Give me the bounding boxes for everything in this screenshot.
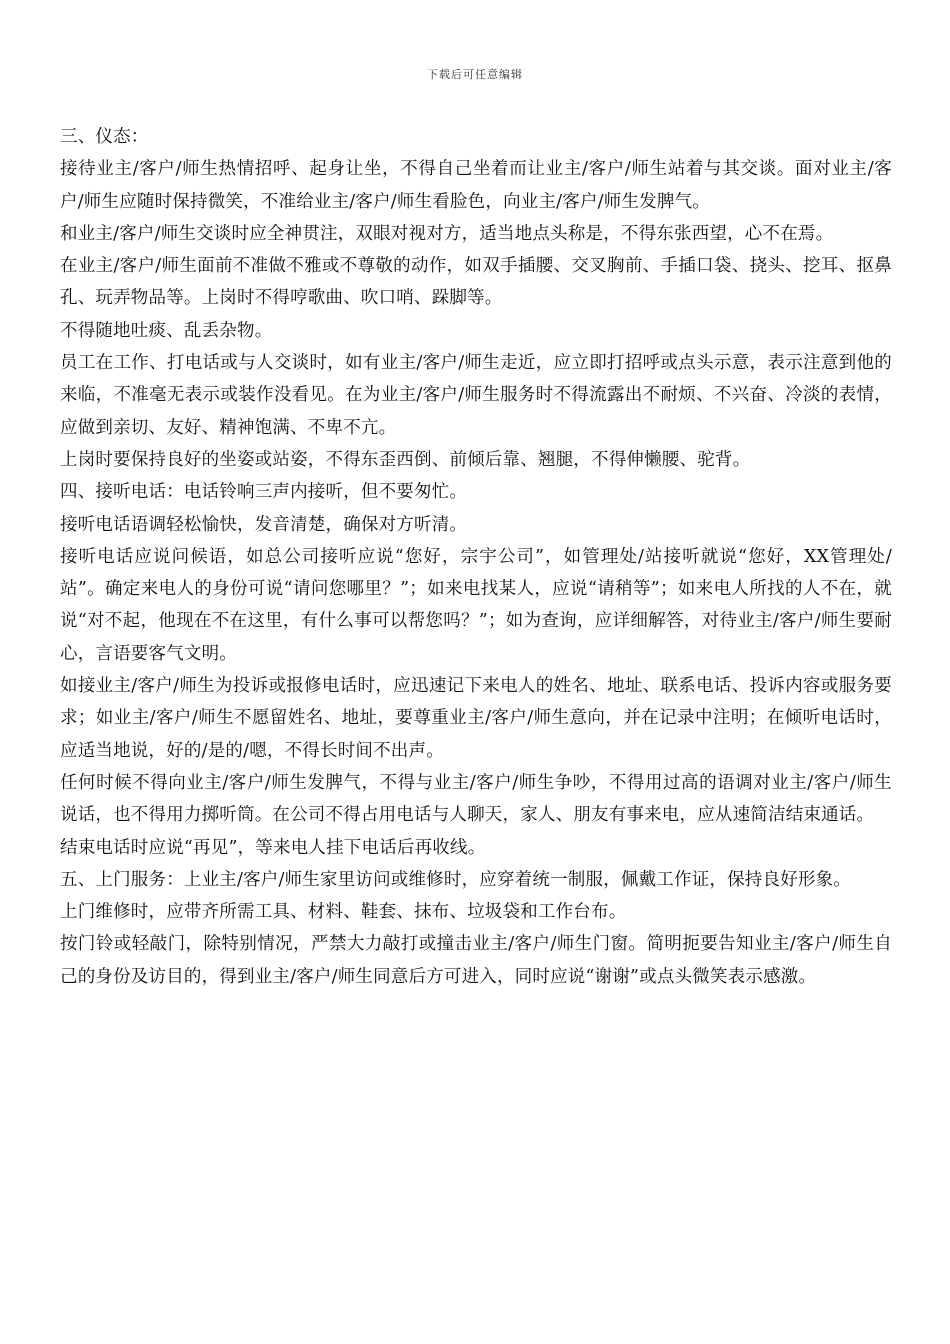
paragraph: 上门维修时，应带齐所需工具、材料、鞋套、抹布、垃圾袋和工作台布。 [60, 902, 627, 923]
paragraph: 和业主/客户/师生交谈时应全神贯注，双眼对视对方，适当地点头称是，不得东张西望，心不在焉。 [60, 223, 834, 244]
paragraph: 在业主/客户/师生面前不准做不雅或不尊敬的动作，如双手插腰、交叉胸前、手插口袋、挠头、挖耳、抠鼻孔、玩弄物品等。上岗时不得哼歌曲、吹口哨、跺脚等。 [60, 256, 892, 309]
paragraph: 任何时候不得向业主/客户/师生发脾气，不得与业主/客户/师生争吵，不得用过高的语调对业主/客户/师生说话，也不得用力掷听筒。在公司不得占用电话与人聊天，家人、朋友有事来电，应从速简洁结束通话。 [60, 772, 892, 826]
paragraph: 接听电话语调轻松愉快，发音清楚，确保对方听清。 [60, 514, 468, 535]
paragraph: 员工在工作、打电话或与人交谈时，如有业主/客户/师生走近，应立即打招呼或点头示意，表示注意到他的来临，不准毫无表示或装作没看见。在为业主/客户/师生服务时不得流露出不耐烦、不兴奋、冷淡的表情，应做到亲切、友好、精神饱满、不卑不亢。 [60, 353, 892, 438]
paragraph: 按门铃或轻敲门，除特别情况，严禁大力敲打或撞击业主/客户/师生门窗。简明扼要告知业主/客户/师生自己的身份及访目的，得到业主/客户/师生同意后方可进入，同时应说“谢谢”或点头微笑表示感激。 [60, 934, 892, 987]
section-heading-home-service: 五、上门服务：上业主/客户/师生家里访问或维修时，应穿着统一制服，佩戴工作证，保持良好形象。 [60, 869, 851, 890]
paragraph: 上岗时要保持良好的坐姿或站姿，不得东歪西倒、前倾后靠、翘腿，不得伸懒腰、驼背。 [60, 449, 751, 470]
page-header-note: 下载后可任意编辑 [427, 68, 523, 81]
section-heading-phone: 四、接听电话：电话铃响三声内接听，但不要匆忙。 [60, 482, 468, 503]
section-heading-demeanor: 三、仪态： [60, 127, 149, 147]
paragraph: 结束电话时应说“再见”，等来电人挂下电话后再收线。 [60, 837, 486, 858]
paragraph: 接待业主/客户/师生热情招呼、起身让坐，不得自己坐着而让业主/客户/师生站着与其交谈。面对业主/客户/师生应随时保持微笑，不准给业主/客户/师生看脸色，向业主/客户/师生发脾气。 [60, 159, 892, 212]
paragraph: 不得随地吐痰、乱丢杂物。 [60, 320, 273, 341]
document-body [60, 121, 892, 993]
paragraph: 接听电话应说问候语，如总公司接听应说“您好，宗宇公司”，如管理处/站接听就说“您好，XX管理处/站”。确定来电人的身份可说“请问您哪里？”；如来电找某人，应说“请稍等”；如来电人所找的人不在，就说“对不起，他现在不在这里，有什么事可以帮您吗？”；如为查询，应详细解答，对待业主/客户/师生要耐心，言语要客气文明。 [60, 546, 892, 664]
paragraph: 如接业主/客户/师生为投诉或报修电话时，应迅速记下来电人的姓名、地址、联系电话、投诉内容或服务要求；如业主/客户/师生不愿留姓名、地址，要尊重业主/客户/师生意向，并在记录中注明；在倾听电话时，应适当地说，好的/是的/嗯，不得长时间不出声。 [60, 676, 892, 761]
